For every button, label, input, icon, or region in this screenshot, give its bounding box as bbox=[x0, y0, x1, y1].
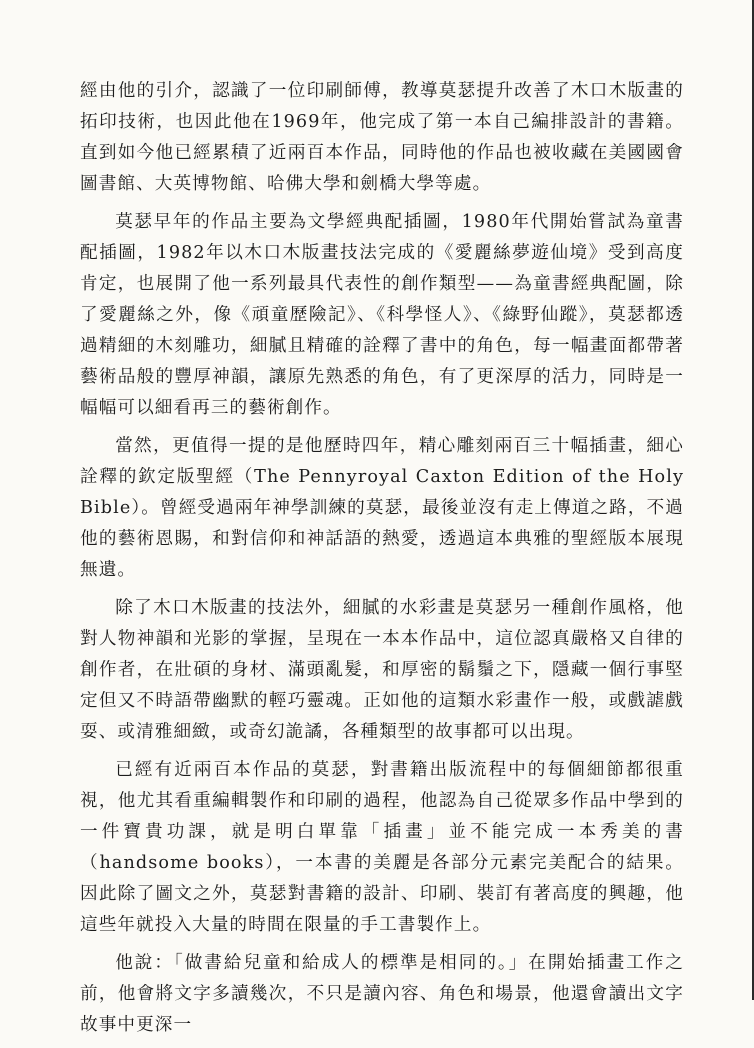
body-text bbox=[80, 76, 684, 1048]
paragraph-3: 當然，更值得一提的是他歷時四年，精心雕刻兩百三十幅插畫，細心詮釋的欽定版聖經（The Pennyroyal Caxton Edition of the Holy Bible）。曾經受過兩年神學訓練的莫瑟，最後並沒有走上傳道之路，不過他的藝術恩賜，和對信仰和神話語的熱愛，透過這本典雅的聖經版本展現無遺。 bbox=[80, 436, 684, 580]
paragraph-6: 他說：「做書給兒童和給成人的標準是相同的。」在開始插畫工作之前，他會將文字多讀幾次，不只是讀內容、角色和場景，他還會讀出文字故事中更深一 bbox=[80, 953, 684, 1035]
paragraph-1: 經由他的引介，認識了一位印刷師傅，教導莫瑟提升改善了木口木版畫的拓印技術，也因此他在1969年，他完成了第一本自己編排設計的書籍。直到如今他已經累積了近兩百本作品，同時他的作品也被收藏在美國國會圖書館、大英博物館、哈佛大學和劍橋大學等處。 bbox=[80, 81, 684, 194]
paragraph-5: 已經有近兩百本作品的莫瑟，對書籍出版流程中的每個細節都很重視，他尤其看重編輯製作和印刷的過程，他認為自己從眾多作品中學到的一件寶貴功課，就是明白單靠「插畫」並不能完成一本秀美的書（handsome books），一本書的美麗是各部分元素完美配合的結果。因此除了圖文之外，莫瑟對書籍的設計、印刷、裝訂有著高度的興趣，他這些年就投入大量的時間在限量的手工書製作上。 bbox=[80, 760, 684, 935]
paragraph-2: 莫瑟早年的作品主要為文學經典配插圖，1980年代開始嘗試為童書配插圖，1982年以木口木版畫技法完成的《愛麗絲夢遊仙境》受到高度肯定，也展開了他一系列最具代表性的創作類型——為童書經典配圖，除了愛麗絲之外，像《頑童歷險記》、《科學怪人》、《綠野仙蹤》，莫瑟都透過精細的木刻雕功，細膩且精確的詮釋了書中的角色，每一幅畫面都帶著藝術品般的豐厚神韻，讓原先熟悉的角色，有了更深厚的活力，同時是一幅幅可以細看再三的藝術創作。 bbox=[80, 212, 684, 418]
paragraph-4: 除了木口木版畫的技法外，細膩的水彩畫是莫瑟另一種創作風格，他對人物神韻和光影的掌握，呈現在一本本作品中，這位認真嚴格又自律的創作者，在壯碩的身材、滿頭亂髮，和厚密的鬍鬚之下，隱藏一個行事堅定但又不時語帶幽默的輕巧靈魂。正如他的這類水彩畫作一般，或戲謔戲耍、或清雅細緻，或奇幻詭譎，各種類型的故事都可以出現。 bbox=[80, 598, 684, 742]
